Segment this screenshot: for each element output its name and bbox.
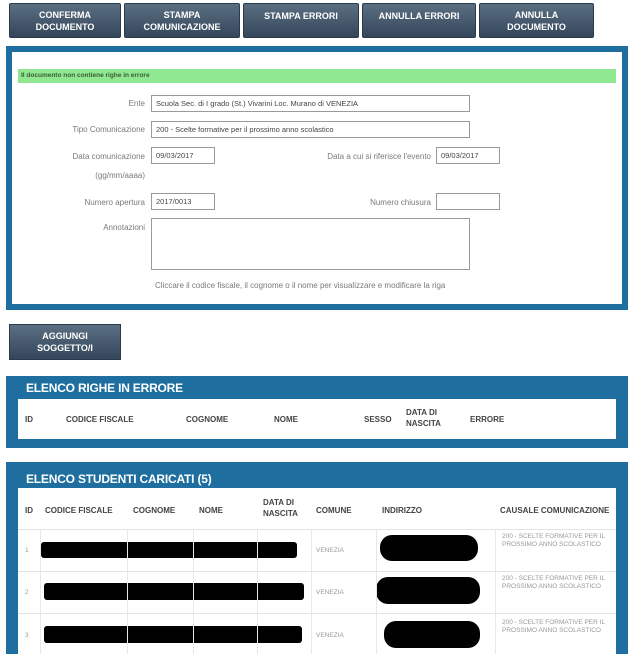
err-col-errore: ERRORE <box>470 415 505 424</box>
annulla-errori-label: ANNULLA ERRORI <box>378 11 460 21</box>
err-col-sesso: SESSO <box>364 415 392 424</box>
stu-col-cognome: COGNOME <box>133 506 176 515</box>
student-row-causale: 200 - SCELTE FORMATIVE PER IL PROSSIMO ANNO SCOLASTICO <box>502 533 605 548</box>
redacted-block <box>44 626 302 643</box>
numero-apertura-field[interactable]: 2017/0013 <box>151 193 215 210</box>
stu-col-comune: COMUNE <box>316 506 352 515</box>
student-row-id: 2 <box>25 589 29 596</box>
errors-section-title: ELENCO RIGHE IN ERRORE <box>26 381 183 395</box>
err-col-data-nascita: DATA DI NASCITA <box>406 408 441 428</box>
data-comunicazione-label: Data comunicazione <box>72 152 145 161</box>
numero-chiusura-field[interactable] <box>436 193 500 210</box>
column-divider <box>193 529 194 654</box>
data-comunicazione-field[interactable]: 09/03/2017 <box>151 147 215 164</box>
stu-col-causale: CAUSALE COMUNICAZIONE <box>500 506 610 515</box>
annulla-documento-label: ANNULLA DOCUMENTO <box>507 9 566 32</box>
students-section-title: ELENCO STUDENTI CARICATI (5) <box>26 472 212 486</box>
redacted-block <box>41 542 297 558</box>
ente-label: Ente <box>128 99 145 108</box>
stu-col-data-nascita: DATA DI NASCITA <box>263 498 298 518</box>
redacted-block <box>44 583 304 600</box>
status-message: Il documento non contiene righe in errore <box>18 69 616 83</box>
student-row-causale: 200 - SCELTE FORMATIVE PER IL PROSSIMO ANNO SCOLASTICO <box>502 575 605 590</box>
student-row-id: 1 <box>25 547 29 554</box>
redacted-block <box>384 621 480 648</box>
tipo-comunicazione-field[interactable]: 200 - Scelte formative per il prossimo anno scolastico <box>151 121 470 138</box>
column-divider <box>376 529 377 654</box>
edit-hint: Cliccare il codice fiscale, il cognome o il nome per visualizzare e modificare la riga <box>155 281 446 290</box>
ente-field[interactable]: Scuola Sec. di I grado (St.) Vivarini Loc. Murano di VENEZIA <box>151 95 470 112</box>
annulla-documento-button[interactable] <box>479 3 594 38</box>
annotazioni-textarea[interactable] <box>151 218 470 270</box>
data-format-label: (gg/mm/aaaa) <box>95 171 145 180</box>
student-row-comune: VENEZIA <box>316 632 344 639</box>
stu-col-id: ID <box>25 506 33 515</box>
numero-apertura-label: Numero apertura <box>84 198 145 207</box>
aggiungi-soggetto-button[interactable] <box>9 324 121 360</box>
column-divider <box>127 529 128 654</box>
column-divider <box>311 529 312 654</box>
conferma-documento-button[interactable] <box>9 3 121 38</box>
data-evento-field[interactable]: 09/03/2017 <box>436 147 500 164</box>
redacted-block <box>380 535 478 561</box>
numero-chiusura-label: Numero chiusura <box>370 198 431 207</box>
column-divider <box>495 529 496 654</box>
stu-col-codice-fiscale: CODICE FISCALE <box>45 506 113 515</box>
stampa-errori-label: STAMPA ERRORI <box>264 11 338 21</box>
err-col-cognome: COGNOME <box>186 415 229 424</box>
annulla-errori-button[interactable] <box>362 3 476 38</box>
data-evento-label: Data a cui si riferisce l'evento <box>327 152 431 161</box>
err-col-nome: NOME <box>274 415 298 424</box>
err-col-codice-fiscale: CODICE FISCALE <box>66 415 134 424</box>
student-row-id: 3 <box>25 632 29 639</box>
redacted-block <box>376 577 480 604</box>
column-divider <box>40 529 41 654</box>
tipo-comunicazione-label: Tipo Comunicazione <box>72 125 145 134</box>
annotazioni-label: Annotazioni <box>103 223 145 232</box>
conferma-label: CONFERMA DOCUMENTO <box>35 9 95 32</box>
student-row-comune: VENEZIA <box>316 547 344 554</box>
stampa-comunicazione-button[interactable] <box>124 3 240 38</box>
aggiungi-soggetto-label: AGGIUNGI SOGGETTO/I <box>37 331 93 353</box>
stu-col-nome: NOME <box>199 506 223 515</box>
err-col-id: ID <box>25 415 33 424</box>
student-row-comune: VENEZIA <box>316 589 344 596</box>
student-row-causale: 200 - SCELTE FORMATIVE PER IL PROSSIMO ANNO SCOLASTICO <box>502 619 605 634</box>
column-divider <box>257 529 258 654</box>
stampa-comunicazione-label: STAMPA COMUNICAZIONE <box>143 9 221 32</box>
stu-col-indirizzo: INDIRIZZO <box>382 506 422 515</box>
stampa-errori-button[interactable] <box>243 3 359 38</box>
